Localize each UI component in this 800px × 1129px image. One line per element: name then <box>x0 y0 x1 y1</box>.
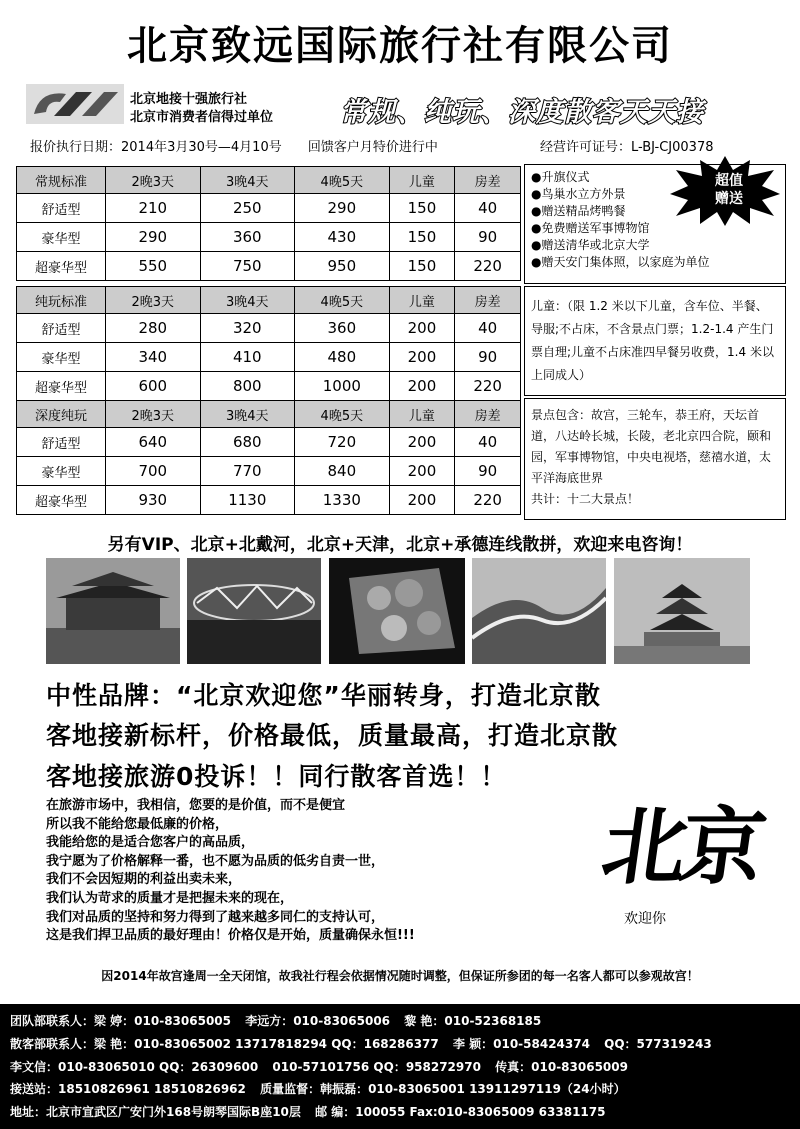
table-cell: 280 <box>106 314 201 343</box>
table-cell: 90 <box>455 223 521 252</box>
price-table-standard <box>16 166 521 281</box>
paragraph-line: 我能给您的是适合您客户的高品质， <box>46 835 255 851</box>
headline-line-3: 客地接旅游0投诉！！同行散客首选！！ <box>46 762 507 791</box>
table-header-cell: 儿童 <box>389 287 455 314</box>
table-row <box>17 223 521 252</box>
table-header-row <box>17 401 521 428</box>
table-header-cell: 常规标准 <box>17 167 106 194</box>
table-cell: 1330 <box>295 486 390 515</box>
table-cell: 豪华型 <box>17 223 106 252</box>
vip-line: 另有VIP、北京+北戴河，北京+天津，北京+承德连线散拼，欢迎来电咨询！ <box>107 535 693 555</box>
table-cell: 840 <box>295 457 390 486</box>
price-table-pure <box>16 286 521 401</box>
table-cell: 320 <box>200 314 295 343</box>
table-cell: 480 <box>295 343 390 372</box>
table-cell: 680 <box>200 428 295 457</box>
table-cell: 550 <box>106 252 201 281</box>
footer-text: 李 颖：010-58424374 <box>452 1037 590 1051</box>
beijing-calligraphy: 北京 <box>596 797 767 896</box>
table-cell: 290 <box>295 194 390 223</box>
footer-text: 李远方：010-83065006 <box>245 1014 391 1028</box>
table-cell: 1000 <box>295 372 390 401</box>
table-cell: 800 <box>200 372 295 401</box>
table-header-cell: 3晚4天 <box>200 401 295 428</box>
table-header-cell: 2晚3天 <box>106 401 201 428</box>
footer-text: 010-57101756 QQ：958272970 <box>272 1060 481 1074</box>
table-cell: 1130 <box>200 486 295 515</box>
welcome-text: 欢迎你 <box>624 911 666 927</box>
table-row <box>17 372 521 401</box>
table-header-cell: 4晚5天 <box>295 167 390 194</box>
list-item: ●赠送清华或北京大学 <box>531 238 650 252</box>
table-cell: 150 <box>389 252 455 281</box>
table-header-cell: 3晚4天 <box>200 287 295 314</box>
contact-footer <box>0 1004 800 1129</box>
paragraph-line: 我们不会因短期的利益出卖未来， <box>46 872 242 888</box>
table-cell: 220 <box>455 486 521 515</box>
table-cell: 750 <box>200 252 295 281</box>
subtitle-line-1: 北京地接十强旅行社 <box>130 92 248 107</box>
table-cell: 超豪华型 <box>17 252 106 281</box>
table-cell: 40 <box>455 428 521 457</box>
table-cell: 210 <box>106 194 201 223</box>
table-header-cell: 儿童 <box>389 167 455 194</box>
table-cell: 舒适型 <box>17 194 106 223</box>
table-cell: 豪华型 <box>17 457 106 486</box>
table-header-cell: 4晚5天 <box>295 287 390 314</box>
table-header-cell: 儿童 <box>389 401 455 428</box>
headline-line-1: 中性品牌：“北京欢迎您”华丽转身，打造北京散 <box>46 681 601 710</box>
table-cell: 410 <box>200 343 295 372</box>
paragraph-line: 我们对品质的坚持和努力得到了越来越多同仁的支持认可， <box>46 909 385 925</box>
footer-text: 邮 编：100055 Fax:010-83065009 63381175 <box>315 1105 606 1119</box>
table-row <box>17 343 521 372</box>
footer-text: 团队部联系人：梁 婷：010-83065005 <box>10 1014 232 1028</box>
table-cell: 250 <box>200 194 295 223</box>
table-header-cell: 深度纯玩 <box>17 401 106 428</box>
footer-line <box>10 1103 615 1120</box>
table-cell: 600 <box>106 372 201 401</box>
table-cell: 舒适型 <box>17 428 106 457</box>
promo-text: 回馈客户月特价进行中 <box>307 140 438 155</box>
footer-line <box>10 1080 636 1097</box>
table-header-cell: 纯玩标准 <box>17 287 106 314</box>
table-row <box>17 194 521 223</box>
table-cell: 430 <box>295 223 390 252</box>
table-cell: 220 <box>455 252 521 281</box>
table-cell: 360 <box>200 223 295 252</box>
table-cell: 150 <box>389 223 455 252</box>
badge-line-2: 赠送 <box>715 191 743 207</box>
price-table-deep <box>16 400 521 515</box>
table-row <box>17 252 521 281</box>
table-cell: 40 <box>455 314 521 343</box>
table-cell: 290 <box>106 223 201 252</box>
paragraph-line: 我们认为苛求的质量才是把握未来的现在， <box>46 890 294 906</box>
license-number: 经营许可证号：L-BJ-CJ00378 <box>540 140 714 155</box>
slogan: 常规、纯玩、深度散客天天接 <box>340 97 704 128</box>
headline-line-2: 客地接新标杆，价格最低，质量最高，打造北京散 <box>46 721 619 750</box>
footer-text: 质量监督：韩振磊：010-83065001 13911297119（24小时） <box>260 1082 626 1096</box>
footer-text: 地址：北京市宣武区广安门外168号朗琴国际B座10层 <box>10 1105 301 1119</box>
list-item: ●赠送精品烤鸭餐 <box>531 204 626 218</box>
table-cell: 930 <box>106 486 201 515</box>
footer-text: 接送站：18510826961 18510826962 <box>10 1082 246 1096</box>
badge-text <box>704 172 754 208</box>
list-item: ●免费赠送军事博物馆 <box>531 221 650 235</box>
quality-paragraph <box>46 797 415 946</box>
table-cell: 720 <box>295 428 390 457</box>
table-cell: 超豪华型 <box>17 486 106 515</box>
footer-text: 传真：010-83065009 <box>495 1060 628 1074</box>
table-cell: 200 <box>389 343 455 372</box>
table-row <box>17 314 521 343</box>
child-note: 儿童：（限 1.2 米以下儿童，含车位、半餐、导服;不占床，不含景点门票；1.2-1.4 产生门票自理;儿童不占床准四早餐另收费，1.4 米以上同成人） <box>524 286 786 396</box>
paragraph-line: 在旅游市场中，我相信，您要的是价值，而不是便宜 <box>46 798 346 813</box>
great-wall-photo <box>472 558 606 664</box>
table-cell: 舒适型 <box>17 314 106 343</box>
footer-text: 散客部联系人：梁 艳：010-83065002 13717818294 QQ：168286377 <box>10 1037 439 1051</box>
paragraph-line: 我宁愿为了价格解释一番，也不愿为品质的低劣自责一世， <box>46 853 385 869</box>
palace-notice: 因2014年故宫逢周一全天闭馆，故我社行程会依据情况随时调整，但保证所参团的每一名客人都可以参观故宫！ <box>101 969 699 983</box>
table-cell: 950 <box>295 252 390 281</box>
list-item: ●赠天安门集体照，以家庭为单位 <box>531 255 710 269</box>
subtitle-line-2: 北京市消费者信得过单位 <box>130 110 274 125</box>
footer-text: 李文信：010-83065010 QQ：26309600 <box>10 1060 259 1074</box>
spots-list: 景点包含：故宫，三轮车，恭王府，天坛首道，八达岭长城，长陵，老北京四合院，颐和园，军事博物馆，中央电视塔，慈禧水道，太平洋海底世界 <box>531 408 772 485</box>
list-item: ●鸟巢水立方外景 <box>531 187 626 201</box>
list-item: ●升旗仪式 <box>531 170 590 184</box>
company-title: 北京致远国际旅行社有限公司 <box>127 23 673 69</box>
paragraph-line: 这是我们捍卫品质的最好理由！价格仅是开始，质量确保永恒!!! <box>46 928 415 944</box>
table-cell: 200 <box>389 457 455 486</box>
paragraph-line: 所以我不能给您最低廉的价格， <box>46 816 229 832</box>
table-row <box>17 457 521 486</box>
table-cell: 90 <box>455 457 521 486</box>
table-header-cell: 房差 <box>455 167 521 194</box>
footer-line <box>10 1035 722 1052</box>
table-cell: 90 <box>455 343 521 372</box>
table-header-row <box>17 287 521 314</box>
table-header-cell: 房差 <box>455 287 521 314</box>
temple-of-heaven-photo <box>614 558 750 664</box>
table-header-row <box>17 167 521 194</box>
footer-line <box>10 1058 638 1075</box>
birds-nest-photo <box>187 558 321 664</box>
table-cell: 200 <box>389 486 455 515</box>
table-cell: 豪华型 <box>17 343 106 372</box>
spots-note <box>524 398 786 520</box>
table-cell: 200 <box>389 428 455 457</box>
footer-text: QQ：577319243 <box>604 1037 712 1051</box>
table-row <box>17 486 521 515</box>
company-logo <box>26 84 124 124</box>
tiananmen-photo <box>46 558 180 664</box>
spots-total: 共计：十二大景点！ <box>531 492 640 506</box>
table-row <box>17 428 521 457</box>
footer-text: 黎 艳：010-52368185 <box>404 1014 542 1028</box>
table-cell: 150 <box>389 194 455 223</box>
table-header-cell: 房差 <box>455 401 521 428</box>
table-cell: 200 <box>389 314 455 343</box>
table-cell: 340 <box>106 343 201 372</box>
table-header-cell: 3晚4天 <box>200 167 295 194</box>
table-header-cell: 4晚5天 <box>295 401 390 428</box>
table-header-cell: 2晚3天 <box>106 287 201 314</box>
badge-line-1: 超值 <box>715 173 743 189</box>
table-cell: 640 <box>106 428 201 457</box>
table-cell: 700 <box>106 457 201 486</box>
water-cube-photo <box>329 558 465 664</box>
table-cell: 770 <box>200 457 295 486</box>
table-cell: 360 <box>295 314 390 343</box>
table-cell: 220 <box>455 372 521 401</box>
table-cell: 200 <box>389 372 455 401</box>
date-label: 报价执行日期：2014年3月30号—4月10号 <box>30 140 282 155</box>
footer-line <box>10 1012 551 1029</box>
date-line <box>30 136 460 155</box>
table-header-cell: 2晚3天 <box>106 167 201 194</box>
table-cell: 40 <box>455 194 521 223</box>
table-cell: 超豪华型 <box>17 372 106 401</box>
